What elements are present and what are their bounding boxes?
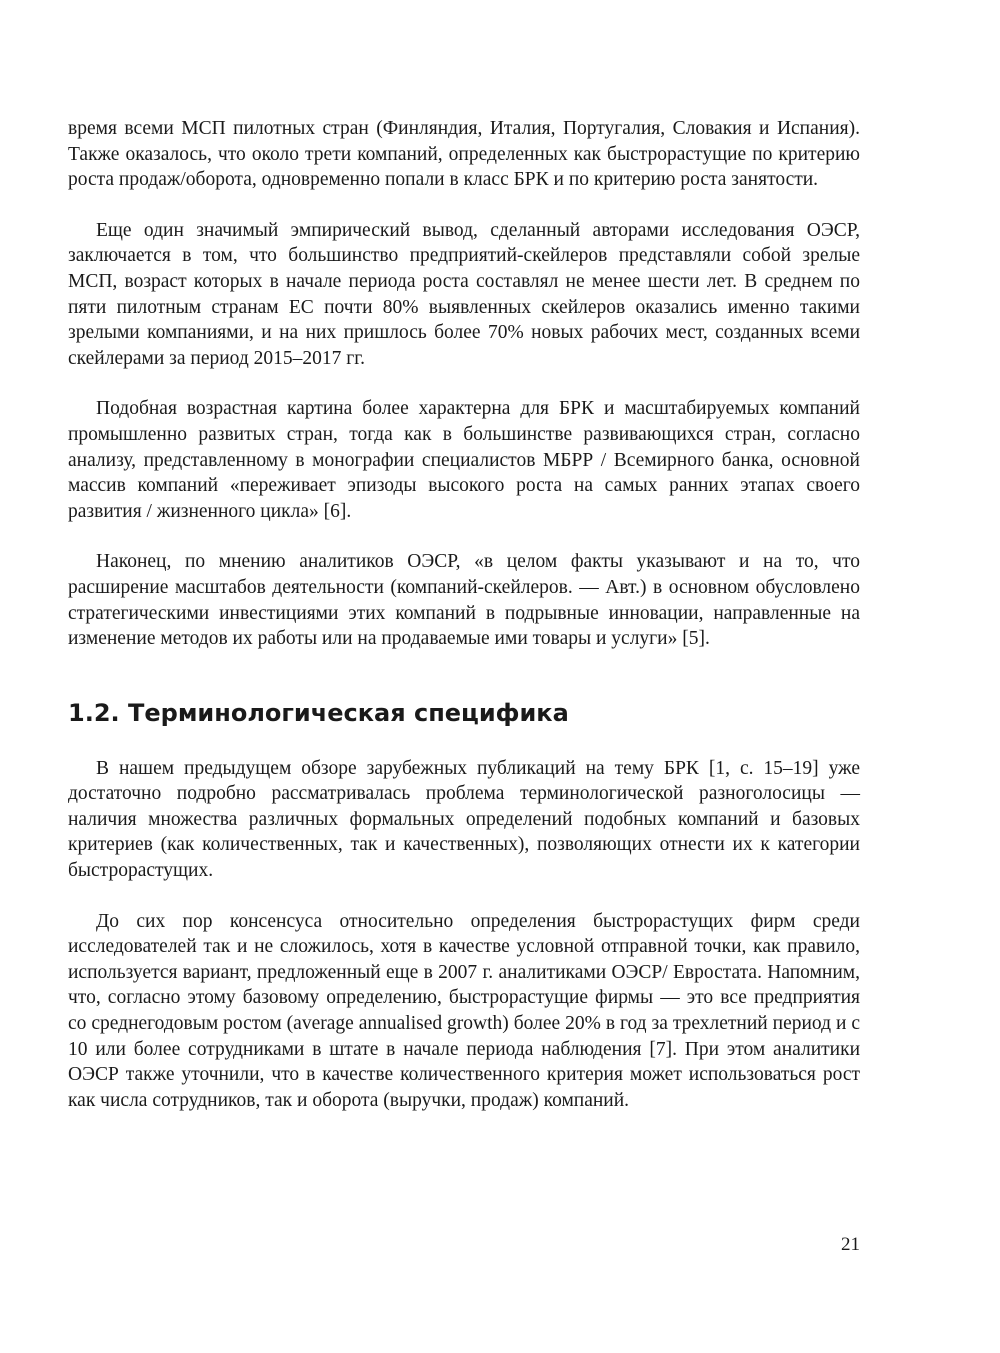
paragraph-continuation: время всеми МСП пилотных стран (Финляндия, Италия, Португалия, Словакия и Испания). Также оказалось, что около трети компаний, определенных как быстрорастущие по критерию роста продаж/оборота, одновременно попали в класс БРК и по критерию роста занятости.: [68, 118, 860, 191]
section-heading: 1.2. Терминологическая специфика: [68, 698, 569, 727]
paragraph-terminology: В нашем предыдущем обзоре зарубежных публикаций на тему БРК [1, с. 15–19] уже достаточно подробно рассматривалась проблема терминологической разноголосицы — наличия множества различных формальных определений подобных компаний и базовых критериев (как количественных, так и качественных), позволяющих отнести их к категории быстрорастущих.: [68, 757, 860, 882]
page-body: [68, 116, 860, 1113]
page-number: 21: [841, 1234, 860, 1255]
paragraph-empirical-conclusion: Еще один значимый эмпирический вывод, сделанный авторами исследования ОЭСР, заключается в том, что большинство предприятий-скейлеров представляли собой зрелые МСП, возраст которых в начале периода роста составлял не менее шести лет. В среднем по пяти пилотным странам ЕС почти 80% выявленных скейлеров оказались именно такими зрелыми компаниями, и на них пришлось более 70% новых рабочих мест, созданных всеми скейлерами за период 2015–2017 гг.: [68, 219, 860, 369]
paragraph-age-pattern: Подобная возрастная картина более характерна для БРК и масштабируемых компаний промышленно развитых стран, тогда как в большинстве развивающихся стран, согласно анализу, представленному в монографии специалистов МБРР / Всемирного банка, основной массив компаний «переживает эпизоды высокого роста на самых ранних этапах своего развития / жизненного цикла» [6].: [68, 398, 860, 522]
paragraph-definition: До сих пор консенсуса относительно определения быстрорастущих фирм среди исследователей так и не сложилось, хотя в качестве условной отправной точки, как правило, используется вариант, предложенный еще в 2007 г. аналитиками ОЭСР/ Евростата. Напомним, что, согласно этому базовому определению, быстрорастущие фирмы — это все предприятия со среднегодовым ростом (average annualised growth) более 20% в год за трехлетний период и с 10 или более сотрудниками в штате в начале периода наблюдения [7]. При этом аналитики ОЭСР также уточнили, что в качестве количественного критерия может использоваться рост как числа сотрудников, так и оборота (выручки, продаж) компаний.: [68, 910, 860, 1111]
paragraph-oecd-quote: Наконец, по мнению аналитиков ОЭСР, «в целом факты указывают и на то, что расширение масштабов деятельности (компаний-скейлеров. — Авт.) в основном обусловлено стратегическими инвестициями этих компаний в подрывные инновации, направленные на изменение методов их работы или на продаваемые ими товары и услуги» [5].: [68, 551, 860, 650]
